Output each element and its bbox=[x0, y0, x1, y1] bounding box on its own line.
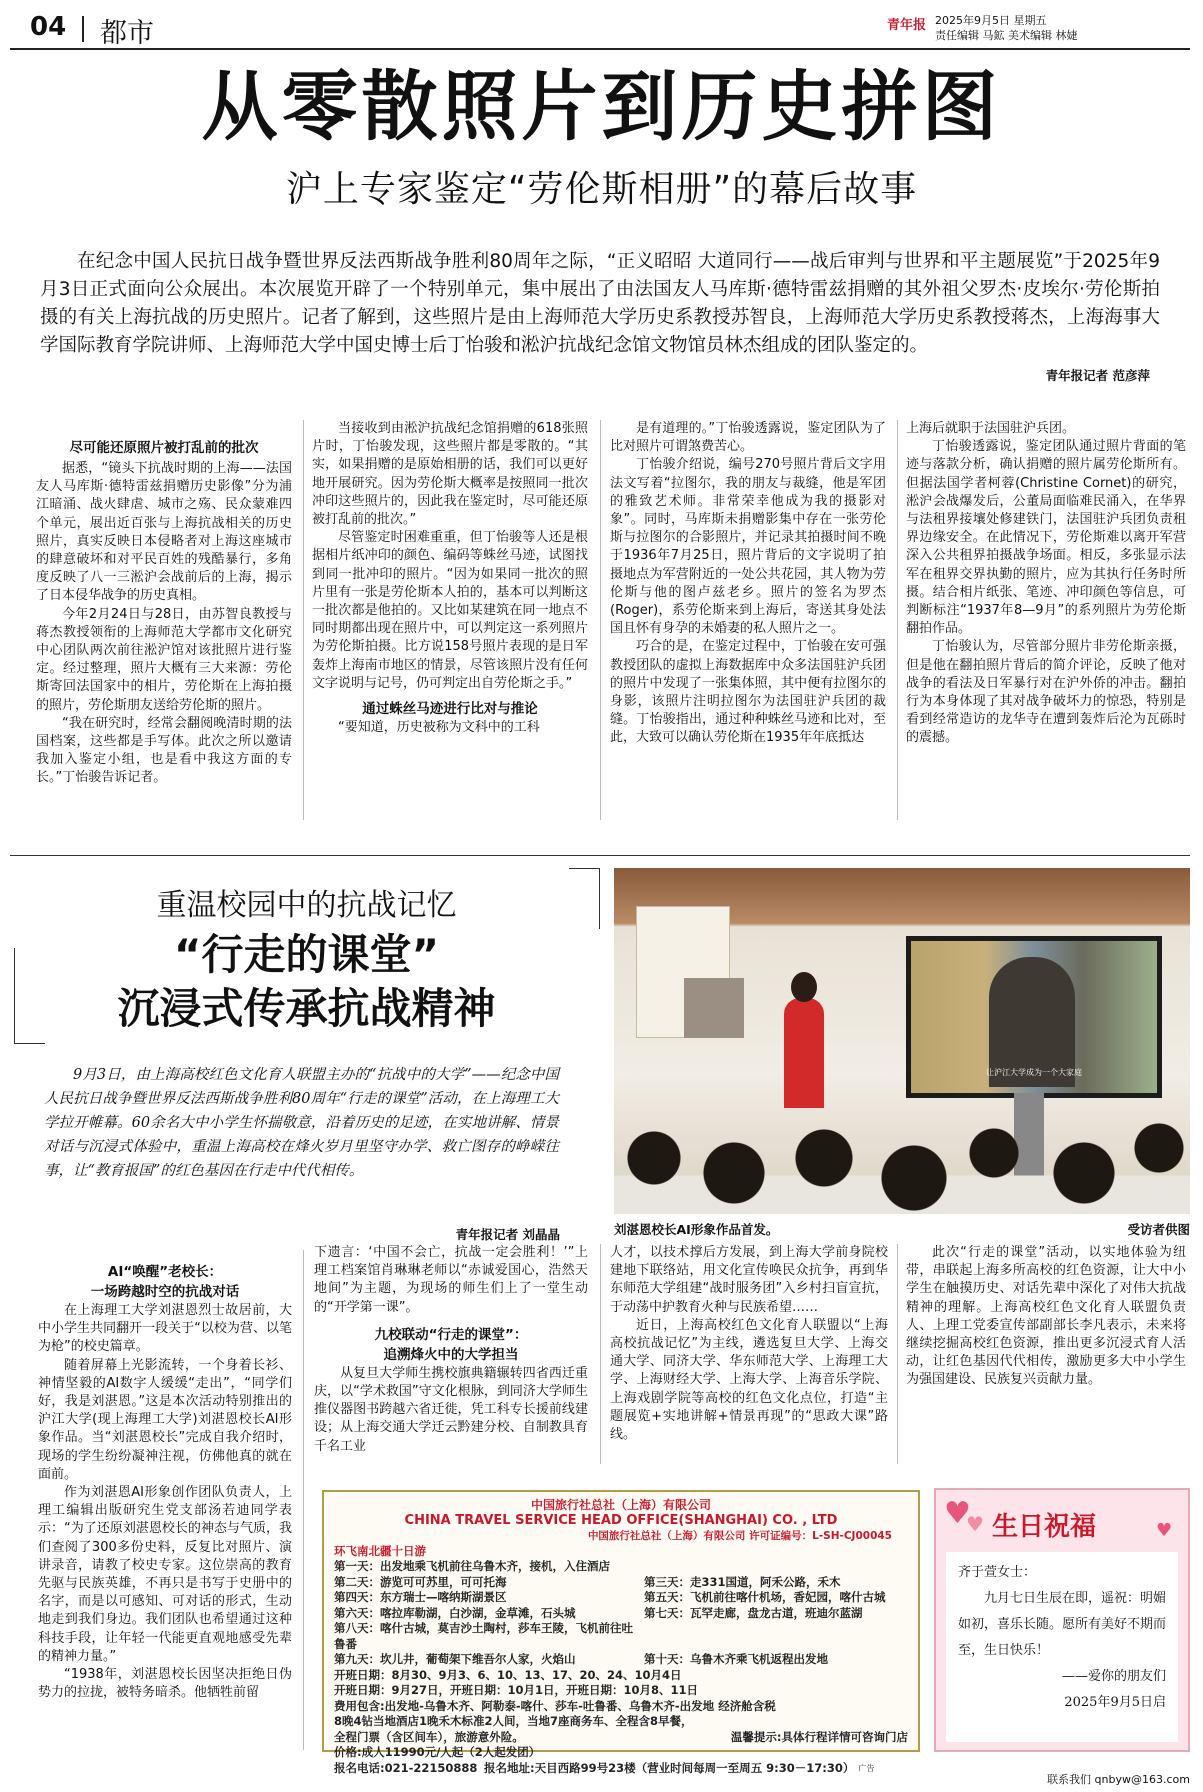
article2-headline-1: “行走的课堂” bbox=[173, 930, 440, 979]
paragraph: 随着屏幕上光影流转，一个身着长衫、神情坚毅的AI数字人缓缓“走出”，“同学们好，我是刘湛恩。”这是本次活动特别推出的沪江大学(现上海理工大学)刘湛恩校长AI形象作品。当“刘湛恩校长”完成自我介绍时，现场的学生纷纷凝神注视，仿佛他真的就在面前。 bbox=[38, 1357, 292, 1482]
article2-header-box bbox=[14, 868, 599, 1043]
column-divider bbox=[897, 1244, 898, 1464]
ad-itinerary-row bbox=[334, 1575, 908, 1591]
column-divider bbox=[303, 1250, 304, 1750]
birthday-message-box bbox=[946, 1552, 1178, 1742]
paragraph: 在上海理工大学刘湛恩烈士故居前，大中小学生共同翻开一段关于“以校为营、以笔为枪”的校史篇章。 bbox=[38, 1303, 292, 1355]
birthday-greeting: 齐于萱女士： bbox=[958, 1565, 1037, 1580]
ad-day: 第二天：游览可可苏里，可可托海 bbox=[334, 1574, 507, 1589]
paragraph: 巧合的是，在鉴定过程中，丁怡骏在安可强教授团队的虚拟上海数据库中众多法国驻沪兵团的照片中发现了一张集体照，其中便有拉图尔的身影，该照片注明拉图尔为法国驻沪兵团的裁缝。丁怡骏指出，通过种种蛛丝马迹和比对，至此，大致可以确认劳伦斯在1935年年底抵达 bbox=[610, 639, 886, 746]
header-date: 2025年9月5日 星期五 bbox=[935, 14, 1047, 27]
article1-col2 bbox=[312, 420, 588, 737]
masthead-logo: 青年报 bbox=[887, 18, 927, 33]
ad-itinerary-row bbox=[334, 1621, 908, 1652]
ad-tickets-row bbox=[334, 1730, 908, 1746]
paragraph: 丁怡骏透露说，鉴定团队通过照片背面的笔迹与落款分析，确认捐赠的照片属劳伦斯所有。但据法国学者柯蓉(Christine Cornet)的研究，淞沪会战爆发后，公董局面临难民涌入，在华界与法租界接壤处修建铁门，法国驻沪兵团负责租界边缘安全。在此情况下，劳伦斯难以离开军营深入公共租界拍摄战争场面。相反，多张显示法军在租界交界执勤的照片，应为其执行任务时所摄。结合相片纸张、笔迹、冲印颜色等信息，可判断标注“1937年8—9月”的系列照片为劳伦斯翻拍作品。 bbox=[906, 439, 1186, 637]
ad-day: 第六天：喀拉库勒湖，白沙湖，金草滩，石头城 bbox=[334, 1605, 576, 1620]
ad-company-en: CHINA TRAVEL SERVICE HEAD OFFICE(SHANGHAI) CO. , LTD bbox=[404, 1513, 838, 1528]
article2-kicker: 重温校园中的抗战记忆 bbox=[156, 888, 457, 923]
article2-col2 bbox=[314, 1244, 588, 1456]
ad-price-row bbox=[334, 1745, 908, 1761]
article2-subhead-2a: 九校联动“行走的课堂”： bbox=[374, 1326, 528, 1343]
paragraph: 据悉，“镜头下抗战时期的上海——法国友人马库斯·德特雷兹捐赠历史影像”分为浦江暗涌、战火肆虐、城市之殇、民众蒙难四个单元，展出近百张与上海抗战相关的历史照片，真实反映日本侵略者对上海这座城市的肆意破坏和对平民百姓的残酷暴行，多角度反映了八一三淞沪会战前后的上海，揭示了日本侵华战争的历史真相。 bbox=[36, 461, 292, 604]
heart-icon: ♥ bbox=[1156, 1520, 1173, 1541]
paragraph: 丁怡骏介绍说，编号270号照片背后文字用法文写着“拉图尔，我的朋友与裁缝，他是军团的雅致艺术师。非常荣幸他成为我的摄影对象”。同时，马库斯未捐赠影集中存在一张劳伦斯与拉图尔的合影照片，并记录其拍摄时间不晚于1936年7月25日，照片背后的文字说明了拍摄地点为军营附近的一处公共花园，其人物为劳伦斯与他的图卢兹老乡。照片的签名为罗杰(Roger)，系劳伦斯来到上海后，寄送其身处法国且怀有身孕的未婚妻的私人照片之一。 bbox=[610, 457, 886, 637]
birthday-card bbox=[934, 1488, 1190, 1752]
column-divider bbox=[897, 420, 898, 820]
heart-icon: ♥ bbox=[966, 1512, 984, 1536]
article2-col4 bbox=[906, 1244, 1186, 1390]
article1-subhead-1: 尽可能还原照片被打乱前的批次 bbox=[69, 440, 259, 456]
photo-credit: 受访者供图 bbox=[1127, 1222, 1190, 1237]
paragraph: 当接收到由淞沪抗战纪念馆捐赠的618张照片时，丁怡骏发现，这些照片都是零散的。“其实，如果捐赠的是原始相册的话，我们可以更好地开展研究。因为劳伦斯大概率是按照同一批次冲印这些照片的，因此我在鉴定时，尽可能还原被打乱前的批次。” bbox=[312, 421, 588, 528]
paragraph: 尽管鉴定时困难重重，但丁怡骏等人还是根据相片纸冲印的颜色、编码等蛛丝马迹，试图找到同一批冲印的照片。“因为如果同一批次的照片里有一张是劳伦斯本人拍的，基本可以判断这一批次都是他拍的。又比如某建筑在同一地点不同时期都出现在照片中，可以判定这一系列照片为劳伦斯拍摄。比方说158号照片表现的是日军轰炸上海南市地区的情景，尽管该照片没有任何文字说明与记号，仍可判定出自劳伦斯之手。” bbox=[312, 530, 588, 691]
ad-phone: 报名电话:021-22150888 bbox=[334, 1760, 478, 1775]
ad-day: 第三天：走331国道，阿禾公路，禾木 bbox=[644, 1574, 841, 1589]
column-divider bbox=[600, 420, 601, 820]
header-divider bbox=[82, 16, 84, 42]
article1-col4 bbox=[906, 420, 1186, 748]
header-editors: 责任编辑 马鉱 美术编辑 林婕 bbox=[935, 29, 1078, 42]
section-rule bbox=[10, 855, 1190, 856]
paragraph: “要知道，历史被称为文科中的工科 bbox=[338, 720, 540, 736]
student-heads bbox=[614, 1118, 1190, 1214]
teacher-head bbox=[791, 972, 817, 1002]
article2-byline: 青年报记者 刘晶晶 bbox=[455, 1227, 560, 1242]
ad-day: 第四天：东方瑞士—喀纳斯湖景区 bbox=[334, 1590, 507, 1604]
header-corner-bl bbox=[14, 948, 45, 1044]
paragraph: 从复旦大学师生携校旗典籍辗转四省西迁重庆，以“学术救国”守文化根脉，到同济大学师生推仪器图书跨越六省迁徙，凭工科专长援前线建设；从上海交通大学迁云黔建分校、自制教具育千名工业 bbox=[314, 1365, 588, 1454]
article2-headline-2: 沉浸式传承抗战精神 bbox=[117, 984, 496, 1033]
column-divider bbox=[303, 420, 304, 820]
ad-fee-includes: 费用包含:出发地-乌鲁木齐、阿勒泰-喀什、莎车-吐鲁番、乌鲁木齐-出发地 经济舱含税 bbox=[334, 1698, 776, 1713]
paragraph: “我在研究时，经常会翻阅晚清时期的法国档案，这些都是手写体。此次之所以邀请我加入鉴定小组，也是看中我这方面的专长。”丁怡骏告诉记者。 bbox=[36, 715, 292, 786]
birthday-date: 2025年9月5日启 bbox=[1064, 1695, 1166, 1710]
article2-col1 bbox=[38, 1262, 292, 1702]
ad-day: 第七天：瓦罕走廊，盘龙古道，班迪尔蓝湖 bbox=[644, 1605, 863, 1620]
page-number: 04 bbox=[30, 12, 67, 42]
heart-icon: ♥ bbox=[944, 1496, 971, 1531]
travel-ad bbox=[322, 1490, 920, 1775]
ad-itinerary-row bbox=[334, 1559, 908, 1575]
screen-subtitle: 让沪江大学成为一个大家庭 bbox=[986, 1068, 1082, 1077]
ad-license: 中国旅行社总社（上海）有限公司 许可证编号：L-SH-CJ00045 bbox=[587, 1530, 892, 1542]
paragraph: 是有道理的。”丁怡骏透露说，鉴定团队为了比对照片可谓煞费苦心。 bbox=[610, 421, 886, 455]
ad-tickets: 全程门票（含区间车），旅游意外险。 bbox=[334, 1729, 524, 1744]
article1-headline: 从零散照片到历史拼图 bbox=[201, 62, 1002, 151]
ad-company-cn: 中国旅行社总社（上海）有限公司 bbox=[530, 1498, 711, 1512]
birthday-title: 生日祝福 bbox=[992, 1512, 1097, 1542]
header-corner-tr bbox=[569, 868, 600, 929]
ad-dates bbox=[334, 1683, 908, 1699]
ad-itinerary-row bbox=[334, 1606, 908, 1622]
ad-itinerary-row bbox=[334, 1590, 908, 1606]
article1-subheadline: 沪上专家鉴定“劳伦斯相册”的幕后故事 bbox=[285, 169, 918, 210]
article1-byline: 青年报记者 范彦萍 bbox=[1045, 368, 1150, 383]
ad-itinerary-row bbox=[334, 1652, 908, 1668]
ad-day: 第八天：喀什古城，莫吉沙土陶村，莎车王陵，飞机前往吐鲁番 bbox=[334, 1621, 633, 1651]
article2-subhead-1b: 一场跨越时空的抗战对话 bbox=[90, 1284, 240, 1300]
ad-contact-row bbox=[334, 1761, 908, 1777]
paragraph: 今年2月24日与28日，由苏智良教授与蒋杰教授领衔的上海师范大学都市文化研究中心团队两次前往淞沪馆对该批照片进行鉴定。经过整理，照片大概有三大来源：劳伦斯寄回法国家中的相片，劳伦斯在上海拍摄的照片，劳伦斯朋友送给劳伦斯的照片。 bbox=[36, 606, 292, 713]
paragraph: “1938年，刘湛恩校长因坚决拒绝日伪势力的拉拢，被特务暗杀。他牺牲前留 bbox=[38, 1667, 292, 1701]
header-rule bbox=[10, 48, 1190, 50]
wall-photo bbox=[684, 978, 744, 1038]
tv-screen bbox=[906, 936, 1162, 1098]
paragraph: 人才，以技术撑后方发展，到上海大学前身院校建地下联络站，用文化宣传唤民众抗争，再到华东师范大学组建“战时服务团”入乡村扫盲宣抗，于动荡中护教育火种与民族希望…… bbox=[610, 1245, 888, 1315]
paragraph: 作为刘湛恩AI形象创作团队负责人，上理工编辑出版研究生党支部汤若迪同学表示：“为了还原刘湛恩校长的神态与气质，我们查阅了300多份史料，反复比对照片、演讲录音，请教了校史专家。这位崇高的教育先驱与民族英雄，不再只是书写于史册中的名字，而是以可感知、可对话的形式，生动地走到我们身边。我们团队也希望通过这种科技手段，让年轻一代能更直观地感受先辈的精神力量。” bbox=[38, 1485, 292, 1664]
ad-address: 报名地址:天目西路99号23楼（营业时间每周一至周五 9:30－17:30） bbox=[484, 1760, 855, 1775]
ad-date-line: 开班日期：8月30、9月3、6、10、13、17、20、24、10月4日 bbox=[334, 1667, 682, 1682]
ad-day: 第九天：坎儿井，葡萄架下维吾尔人家，火焰山 bbox=[334, 1652, 576, 1666]
paragraph: 此次“行走的课堂”活动，以实地体验为纽带，串联起上海多所高校的红色资源，让大中小学生在触摸历史、对话先辈中深化了对伟大抗战精神的理解。上海高校红色文化育人联盟负责人、上理工党委宣传部副部长李凡表示，未来将继续挖掘高校红色资源，推出更多沉浸式育人活动，让红色基因代代相传，激励更多大中小学生为强国建设、民族复兴贡献力量。 bbox=[906, 1245, 1186, 1388]
ad-day: 第十天：乌鲁木齐乘飞机返程出发地 bbox=[644, 1652, 828, 1666]
article2-col3 bbox=[610, 1244, 888, 1444]
article1-col1 bbox=[36, 438, 292, 788]
ad-day: 第五天：飞机前往喀什机场，香妃园，喀什古城 bbox=[644, 1590, 886, 1604]
ad-day: 第一天：出发地乘飞机前往乌鲁木齐，接机，入住酒店 bbox=[334, 1559, 610, 1573]
article1-col3 bbox=[610, 420, 886, 748]
teacher-figure bbox=[784, 998, 824, 1108]
ad-mark: 广告 bbox=[858, 1763, 875, 1773]
paragraph: 上海后就职于法国驻沪兵团。 bbox=[906, 421, 1076, 436]
page-header bbox=[10, 8, 1190, 48]
article1-lead: 在纪念中国人民抗日战争暨世界反法西斯战争胜利80周年之际，“正义昭昭 大道同行——战后审判与世界和平主题展览”于2025年9月3日正式面向公众展出。本次展览开辟了一个特别单元，集中展出了由法国友人马库斯·德特雷兹捐赠的其外祖父罗杰·皮埃尔·劳伦斯拍摄的有关上海抗战的历史照片。记者了解到，这些照片是由上海师范大学历史系教授苏智良，上海师范大学历史系教授蒋杰，上海海事大学国际教育学院讲师、上海师范大学中国史博士后丁怡骏和淞沪抗战纪念馆文物馆员林杰组成的团队鉴定的。 bbox=[40, 251, 1160, 356]
classroom-photo bbox=[614, 868, 1190, 1214]
column-divider bbox=[600, 1244, 601, 1464]
article1-subhead-2: 通过蛛丝马迹进行比对与推论 bbox=[362, 701, 538, 718]
article2-subhead-1a: AI“唤醒”老校长： bbox=[107, 1264, 223, 1280]
footer-contact: 联系我们 qnbyw@163.com bbox=[1047, 1773, 1190, 1786]
article2-subhead-2b: 追溯烽火中的大学担当 bbox=[383, 1346, 519, 1363]
article2-lead: 9月3日，由上海高校红色文化育人联盟主办的“抗战中的大学”——纪念中国人民抗日战争暨世界反法西斯战争胜利80周年“行走的课堂”活动，在上海理工大学拉开帷幕。60余名大中小学生怀揣敬意，沿着历史的足迹，在实地讲解、情景对话与沉浸式体验中，重温上海高校在烽火岁月里坚守办学、救亡图存的峥嵘往事，让“教育报国”的红色基因在行走中代代相传。 bbox=[44, 1067, 559, 1179]
ad-hotel-text: 8晚4钻当地酒店1晚禾木标准2人间，当地7座商务车、全程含8早餐， bbox=[334, 1714, 693, 1728]
photo-caption: 刘湛恩校长AI形象作品首发。 bbox=[614, 1222, 779, 1237]
birthday-sign: ——爱你的朋友们 bbox=[1061, 1669, 1166, 1684]
ad-tour-name: 环飞南北疆十日游 bbox=[334, 1544, 426, 1558]
birthday-body: 九月七日生辰在即，遥祝：明媚如初，喜乐长随。愿所有美好不期而至，生日快乐！ bbox=[958, 1591, 1167, 1658]
ad-reminder: 温馨提示:具体行程详情可咨询门店 bbox=[730, 1729, 908, 1744]
paragraph: 近日，上海高校红色文化育人联盟以“上海高校抗战记忆”为主线，遴选复旦大学、上海交通大学、同济大学、华东师范大学、上海理工大学、上海财经大学、上海大学、上海音乐学院、上海戏剧学院等高校的红色文化点位，打造“主题展览+实地讲解+情景再现”的“思政大课”路线。 bbox=[610, 1317, 888, 1443]
ad-price: 价格:成人11990元/人起（2人起发团） bbox=[334, 1745, 541, 1759]
ad-dates bbox=[334, 1668, 908, 1684]
ad-hotel bbox=[334, 1714, 908, 1730]
ad-date-line: 开班日期：9月27日，开班日期：10月1日，开班日期：10月8、11日 bbox=[334, 1683, 699, 1697]
paragraph: 下遗言：‘中国不会亡，抗战一定会胜利！’”上理工档案馆肖琳琳老师以“赤诚爱国心，浩然天地间”为主题，为现场的师生们上了一堂生动的“开学第一课”。 bbox=[314, 1245, 588, 1315]
ad-fee bbox=[334, 1699, 908, 1715]
paragraph: 丁怡骏认为，尽管部分照片非劳伦斯亲摄，但是他在翻拍照片背后的简介评论，反映了他对战争的看法及日军暴行对在沪外侨的冲击。翻拍行为本身体现了其对战争破坏力的惊恐，特别是看到经常造访的龙华寺在遭到轰炸后沦为瓦砾时的震撼。 bbox=[906, 639, 1186, 746]
section-name: 都市 bbox=[100, 18, 154, 49]
